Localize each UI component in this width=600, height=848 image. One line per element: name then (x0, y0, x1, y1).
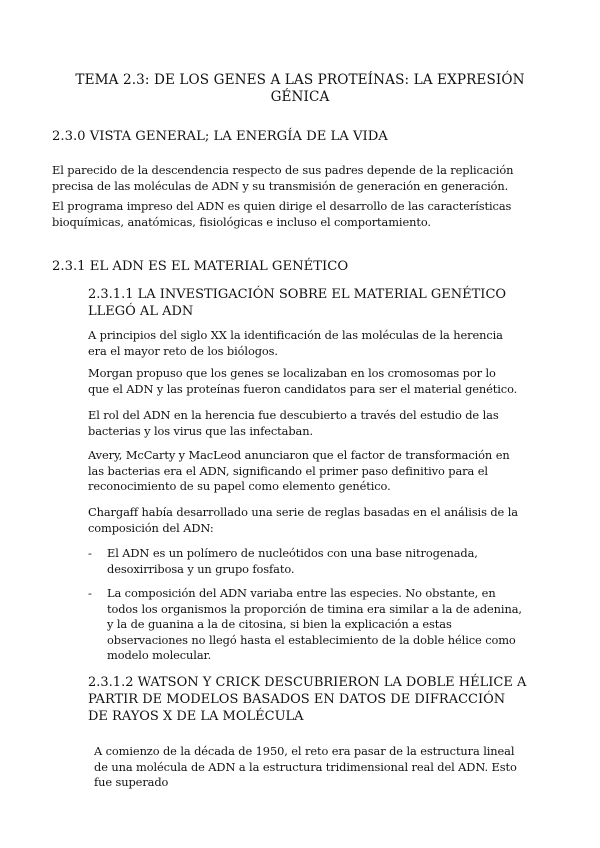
section-heading-2-3-1: 2.3.1 EL ADN ES EL MATERIAL GENÉTICO (52, 259, 349, 274)
paragraph-2-3-1-1-2: Morgan propuso que los genes se localizaban en los cromosomas por lo que el ADN y las proteínas fueron candidatos para ser el material genético. (88, 366, 518, 396)
bullet-marker: - (88, 546, 92, 560)
document-title: TEMA 2.3: DE LOS GENES A LAS PROTEÍNAS: LA EXPRESIÓN GÉNICA (75, 72, 525, 105)
subsection-heading-2-3-1-2: 2.3.1.2 WATSON Y CRICK DESCUBRIERON LA DOBLE HÉLICE A PARTIR DE MODELOS BASADOS EN DATOS DE DIFRACCIÓN DE RAYOS X DE LA MOLÉCULA (88, 675, 527, 724)
bullet-marker: - (88, 586, 92, 600)
paragraph-2-3-1-2-1: A comienzo de la década de 1950, el reto era pasar de la estructura lineal de una molécula de ADN a la estructura tridimensional real del ADN. Esto fue superado (94, 744, 517, 789)
paragraph-2-3-1-1-4: Avery, McCarty y MacLeod anunciaron que el factor de transformación en las bacterias era el ADN, significando el primer paso definitivo para el reconocimiento de su papel como elemento genético. (88, 448, 510, 493)
subsection-heading-2-3-1-1: 2.3.1.1 LA INVESTIGACIÓN SOBRE EL MATERIAL GENÉTICO LLEGÓ AL ADN (88, 287, 507, 319)
list-item (88, 546, 528, 577)
paragraph-2-3-0-2: El programa impreso del ADN es quien dirige el desarrollo de las características bioquímicas, anatómicas, fisiológicas e incluso el comportamiento. (52, 199, 512, 229)
list-item-text: La composición del ADN variaba entre las especies. No obstante, en todos los organismos la proporción de timina era similar a la de adenina, y la de guanina a la de citosina, si bien la explicación a estas observaciones no llegó hasta el establecimiento de la doble hélice como modelo molecular. (107, 586, 522, 662)
paragraph-2-3-0-1: El parecido de la descendencia respecto de sus padres depende de la replicación precisa de las moléculas de ADN y su transmisión de generación en generación. (52, 163, 514, 193)
list-item-text: El ADN es un polímero de nucleótidos con una base nitrogenada, desoxirribosa y un grupo fosfato. (107, 546, 478, 576)
list-item (88, 586, 528, 664)
paragraph-2-3-1-1-3: El rol del ADN en la herencia fue descubierto a través del estudio de las bacterias y los virus que las infectaban. (88, 408, 499, 438)
paragraph-2-3-1-1-5: Chargaff había desarrollado una serie de reglas basadas en el análisis de la composición del ADN: (88, 505, 518, 535)
section-heading-2-3-0: 2.3.0 VISTA GENERAL; LA ENERGÍA DE LA VIDA (52, 129, 388, 144)
paragraph-2-3-1-1-1: A principios del siglo XX la identificación de las moléculas de la herencia era el mayor reto de los biólogos. (88, 328, 503, 358)
